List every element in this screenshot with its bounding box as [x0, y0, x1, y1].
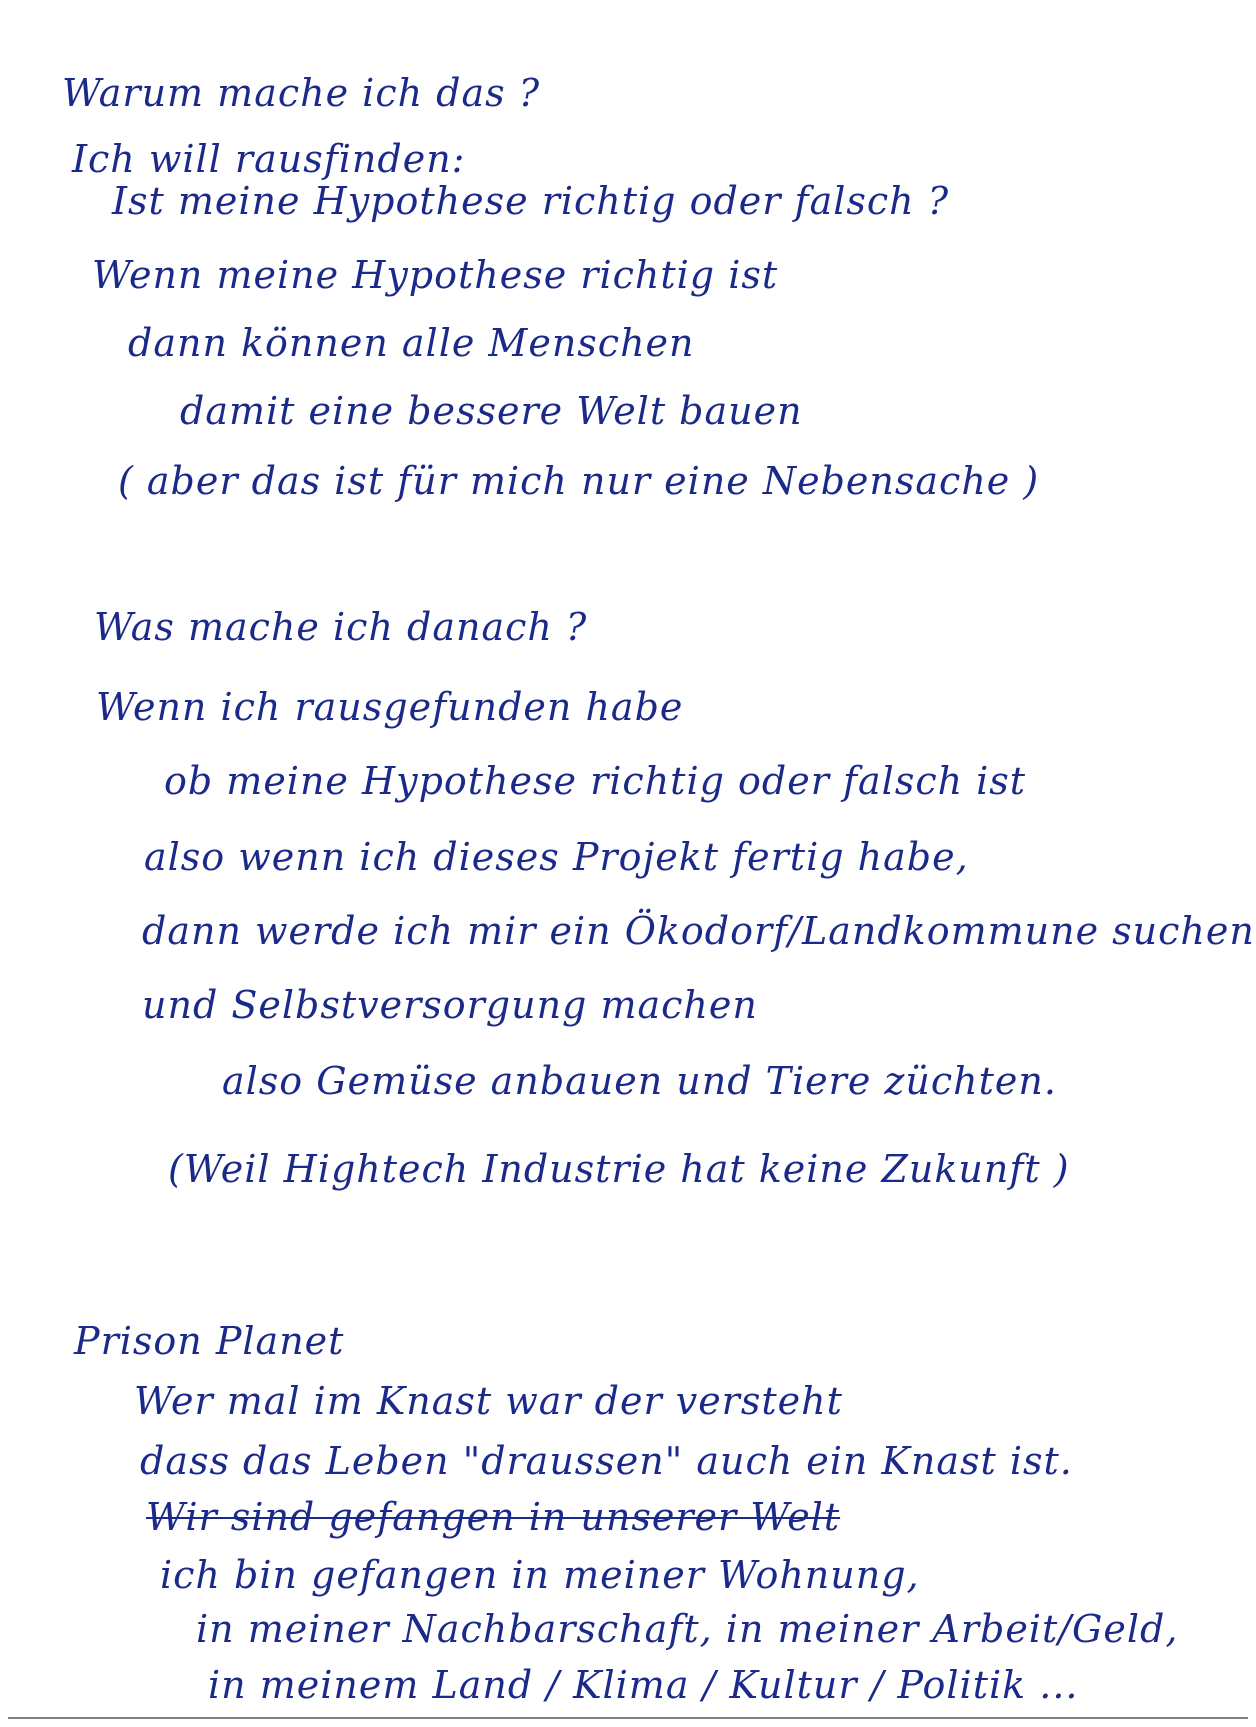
- section-heading-after: Was mache ich danach ?: [94, 605, 588, 649]
- section-heading-why: Warum mache ich das ?: [62, 71, 541, 115]
- text-line: Wenn ich rausgefunden habe: [96, 685, 684, 729]
- text-line: in meiner Nachbarschaft, in meiner Arbeit/Geld,: [196, 1607, 1179, 1651]
- text-line: dann können alle Menschen: [128, 321, 695, 365]
- text-line: ( aber das ist für mich nur eine Nebensache ): [118, 459, 1040, 503]
- page-bottom-edge: [8, 1717, 1248, 1719]
- section-heading-prison: Prison Planet: [74, 1319, 345, 1363]
- text-line: Wenn meine Hypothese richtig ist: [92, 253, 779, 297]
- text-line: also wenn ich dieses Projekt fertig habe,: [144, 835, 969, 879]
- crossed-out-line: Wir sind gefangen in unserer Welt: [146, 1495, 841, 1539]
- text-line: (Weil Hightech Industrie hat keine Zukunft ): [168, 1147, 1070, 1191]
- text-line: und Selbstversorgung machen: [142, 983, 758, 1027]
- text-line: dass das Leben "draussen" auch ein Knast ist.: [140, 1439, 1073, 1483]
- text-line: also Gemüse anbauen und Tiere züchten.: [222, 1059, 1057, 1103]
- text-line: damit eine bessere Welt bauen: [180, 389, 803, 433]
- text-line: in meinem Land / Klima / Kultur / Politik ...: [208, 1663, 1079, 1707]
- text-line: Ist meine Hypothese richtig oder falsch ?: [112, 179, 950, 223]
- text-line: ich bin gefangen in meiner Wohnung,: [160, 1553, 920, 1597]
- text-line: Ich will rausfinden:: [72, 137, 466, 181]
- text-line: Wer mal im Knast war der versteht: [134, 1379, 843, 1423]
- text-line: dann werde ich mir ein Ökodorf/Landkommune suchen: [142, 909, 1255, 953]
- text-line: ob meine Hypothese richtig oder falsch ist: [164, 759, 1027, 803]
